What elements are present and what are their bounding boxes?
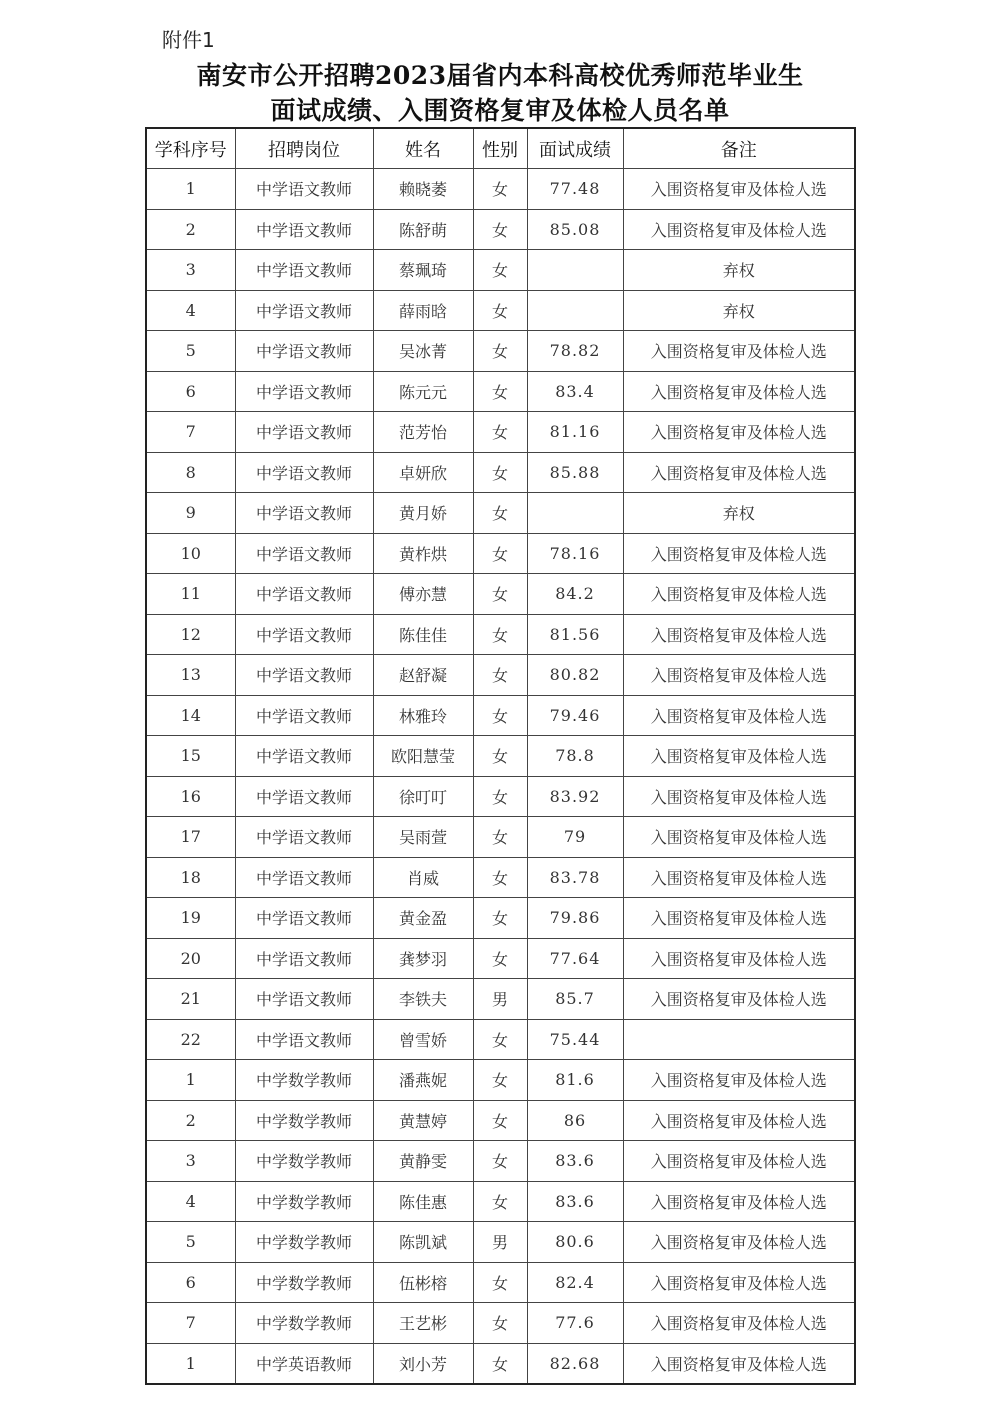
cell-post: 中学数学教师 [235,1100,373,1141]
cell-score: 81.16 [527,412,623,453]
attachment-label: 附件1 [162,28,215,52]
cell-name: 赵舒凝 [373,655,473,696]
table-row [146,574,855,615]
cell-score: 85.88 [527,452,623,493]
cell-subject-no: 14 [146,695,235,736]
table-row [146,169,855,210]
cell-gender: 女 [473,776,527,817]
cell-post: 中学语文教师 [235,736,373,777]
cell-subject-no: 1 [146,169,235,210]
cell-score [527,250,623,291]
cell-gender: 女 [473,371,527,412]
cell-score: 81.56 [527,614,623,655]
cell-post: 中学数学教师 [235,1060,373,1101]
cell-subject-no: 17 [146,817,235,858]
cell-gender: 女 [473,1060,527,1101]
cell-subject-no: 19 [146,898,235,939]
table-row [146,898,855,939]
table-row [146,290,855,331]
cell-post: 中学语文教师 [235,614,373,655]
table-row [146,1019,855,1060]
cell-gender: 女 [473,1019,527,1060]
cell-subject-no: 6 [146,1262,235,1303]
cell-score: 80.6 [527,1222,623,1263]
cell-score: 79.46 [527,695,623,736]
cell-subject-no: 1 [146,1343,235,1384]
table-row [146,493,855,534]
cell-name: 赖晓萎 [373,169,473,210]
cell-subject-no: 10 [146,533,235,574]
header-gender: 性别 [473,128,527,169]
cell-name: 薛雨晗 [373,290,473,331]
cell-post: 中学语文教师 [235,776,373,817]
cell-subject-no: 20 [146,938,235,979]
cell-subject-no: 3 [146,1141,235,1182]
cell-gender: 女 [473,695,527,736]
cell-note: 入围资格复审及体检人选 [623,574,855,615]
table-row [146,695,855,736]
cell-gender: 男 [473,1222,527,1263]
cell-name: 黄慧婷 [373,1100,473,1141]
cell-subject-no: 15 [146,736,235,777]
cell-name: 欧阳慧莹 [373,736,473,777]
cell-name: 龚梦羽 [373,938,473,979]
cell-post: 中学数学教师 [235,1222,373,1263]
cell-gender: 女 [473,898,527,939]
cell-note: 弃权 [623,493,855,534]
table-body [146,169,855,1385]
cell-post: 中学语文教师 [235,898,373,939]
cell-post: 中学语文教师 [235,533,373,574]
cell-name: 吴雨萱 [373,817,473,858]
cell-note: 入围资格复审及体检人选 [623,695,855,736]
cell-name: 刘小芳 [373,1343,473,1384]
table-row [146,452,855,493]
cell-name: 曾雪娇 [373,1019,473,1060]
cell-note: 入围资格复审及体检人选 [623,412,855,453]
cell-subject-no: 4 [146,290,235,331]
table-row [146,1222,855,1263]
table-row [146,209,855,250]
table-row [146,1181,855,1222]
cell-post: 中学数学教师 [235,1262,373,1303]
cell-name: 陈佳佳 [373,614,473,655]
cell-subject-no: 22 [146,1019,235,1060]
cell-score: 85.08 [527,209,623,250]
cell-note: 入围资格复审及体检人选 [623,817,855,858]
cell-note: 入围资格复审及体检人选 [623,938,855,979]
cell-subject-no: 8 [146,452,235,493]
cell-subject-no: 6 [146,371,235,412]
cell-gender: 女 [473,1181,527,1222]
cell-gender: 女 [473,1343,527,1384]
cell-post: 中学数学教师 [235,1181,373,1222]
cell-subject-no: 2 [146,209,235,250]
cell-subject-no: 12 [146,614,235,655]
cell-note: 入围资格复审及体检人选 [623,371,855,412]
cell-gender: 女 [473,493,527,534]
cell-name: 陈舒萌 [373,209,473,250]
cell-post: 中学语文教师 [235,1019,373,1060]
cell-name: 陈元元 [373,371,473,412]
cell-note: 入围资格复审及体检人选 [623,452,855,493]
cell-gender: 女 [473,817,527,858]
cell-gender: 女 [473,250,527,291]
cell-note: 入围资格复审及体检人选 [623,857,855,898]
cell-note: 入围资格复审及体检人选 [623,736,855,777]
table-row [146,533,855,574]
cell-note: 入围资格复审及体检人选 [623,898,855,939]
cell-name: 陈佳惠 [373,1181,473,1222]
page-title-line1: 南安市公开招聘2023届省内本科高校优秀师范毕业生 [196,61,804,90]
cell-note: 入围资格复审及体检人选 [623,979,855,1020]
cell-name: 王艺彬 [373,1303,473,1344]
cell-gender: 女 [473,736,527,777]
cell-name: 黄柞烘 [373,533,473,574]
cell-score: 80.82 [527,655,623,696]
cell-gender: 女 [473,290,527,331]
cell-gender: 女 [473,1100,527,1141]
cell-gender: 女 [473,857,527,898]
cell-post: 中学语文教师 [235,655,373,696]
cell-score: 83.92 [527,776,623,817]
table-row [146,1141,855,1182]
cell-post: 中学语文教师 [235,452,373,493]
table-row [146,655,855,696]
cell-gender: 女 [473,209,527,250]
candidate-table [145,127,856,1385]
cell-post: 中学语文教师 [235,209,373,250]
cell-note: 弃权 [623,290,855,331]
cell-note: 入围资格复审及体检人选 [623,1100,855,1141]
table-row [146,614,855,655]
cell-name: 肖威 [373,857,473,898]
cell-post: 中学语文教师 [235,250,373,291]
cell-post: 中学语文教师 [235,493,373,534]
cell-note: 入围资格复审及体检人选 [623,614,855,655]
cell-subject-no: 13 [146,655,235,696]
cell-subject-no: 11 [146,574,235,615]
cell-score: 84.2 [527,574,623,615]
table-row [146,331,855,372]
cell-post: 中学语文教师 [235,574,373,615]
table-row [146,857,855,898]
cell-subject-no: 9 [146,493,235,534]
cell-subject-no: 2 [146,1100,235,1141]
cell-score: 83.4 [527,371,623,412]
cell-post: 中学语文教师 [235,938,373,979]
cell-score: 82.68 [527,1343,623,1384]
cell-name: 潘燕妮 [373,1060,473,1101]
cell-score: 82.4 [527,1262,623,1303]
cell-note: 入围资格复审及体检人选 [623,1303,855,1344]
cell-name: 黄月娇 [373,493,473,534]
cell-gender: 女 [473,169,527,210]
cell-gender: 女 [473,452,527,493]
cell-note: 入围资格复审及体检人选 [623,1181,855,1222]
cell-subject-no: 5 [146,1222,235,1263]
cell-subject-no: 18 [146,857,235,898]
cell-gender: 女 [473,412,527,453]
header-score: 面试成绩 [527,128,623,169]
cell-score: 75.44 [527,1019,623,1060]
cell-name: 蔡珮琦 [373,250,473,291]
cell-post: 中学语文教师 [235,169,373,210]
cell-name: 林雅玲 [373,695,473,736]
table-row [146,1100,855,1141]
cell-name: 徐叮叮 [373,776,473,817]
cell-subject-no: 3 [146,250,235,291]
cell-note: 入围资格复审及体检人选 [623,1141,855,1182]
cell-subject-no: 1 [146,1060,235,1101]
cell-note: 入围资格复审及体检人选 [623,1262,855,1303]
cell-note: 入围资格复审及体检人选 [623,1222,855,1263]
table-row [146,1343,855,1384]
cell-name: 黄静雯 [373,1141,473,1182]
cell-note: 入围资格复审及体检人选 [623,655,855,696]
cell-gender: 女 [473,938,527,979]
cell-gender: 女 [473,655,527,696]
cell-score: 77.6 [527,1303,623,1344]
cell-score [527,493,623,534]
table-row [146,371,855,412]
table-row [146,979,855,1020]
cell-gender: 女 [473,574,527,615]
table-row [146,250,855,291]
cell-post: 中学语文教师 [235,331,373,372]
cell-score: 78.82 [527,331,623,372]
cell-subject-no: 7 [146,1303,235,1344]
table-row [146,1303,855,1344]
cell-note: 入围资格复审及体检人选 [623,331,855,372]
table-row [146,736,855,777]
cell-note: 入围资格复审及体检人选 [623,1060,855,1101]
cell-post: 中学英语教师 [235,1343,373,1384]
cell-score: 81.6 [527,1060,623,1101]
cell-post: 中学语文教师 [235,857,373,898]
cell-subject-no: 16 [146,776,235,817]
cell-note: 弃权 [623,250,855,291]
cell-note: 入围资格复审及体检人选 [623,169,855,210]
cell-score: 83.6 [527,1181,623,1222]
table-row [146,817,855,858]
cell-gender: 男 [473,979,527,1020]
cell-score: 83.6 [527,1141,623,1182]
cell-post: 中学语文教师 [235,695,373,736]
cell-gender: 女 [473,1303,527,1344]
cell-post: 中学数学教师 [235,1303,373,1344]
cell-gender: 女 [473,1141,527,1182]
cell-post: 中学语文教师 [235,371,373,412]
header-name: 姓名 [373,128,473,169]
cell-subject-no: 7 [146,412,235,453]
cell-score: 78.16 [527,533,623,574]
cell-post: 中学语文教师 [235,412,373,453]
cell-subject-no: 5 [146,331,235,372]
cell-note: 入围资格复审及体检人选 [623,1343,855,1384]
cell-name: 范芳怡 [373,412,473,453]
cell-name: 伍彬榕 [373,1262,473,1303]
page-title-line2: 面试成绩、入围资格复审及体检人员名单 [270,96,730,125]
header-subject-no: 学科序号 [146,128,235,169]
cell-score: 79.86 [527,898,623,939]
cell-gender: 女 [473,614,527,655]
cell-score: 85.7 [527,979,623,1020]
cell-score: 83.78 [527,857,623,898]
cell-name: 卓妍欣 [373,452,473,493]
cell-subject-no: 21 [146,979,235,1020]
cell-name: 傅亦慧 [373,574,473,615]
table-row [146,1262,855,1303]
cell-subject-no: 4 [146,1181,235,1222]
cell-note: 入围资格复审及体检人选 [623,776,855,817]
cell-gender: 女 [473,331,527,372]
table-row [146,1060,855,1101]
cell-gender: 女 [473,533,527,574]
table-row [146,938,855,979]
cell-score: 86 [527,1100,623,1141]
header-note: 备注 [623,128,855,169]
cell-score: 79 [527,817,623,858]
cell-post: 中学语文教师 [235,290,373,331]
cell-note: 入围资格复审及体检人选 [623,533,855,574]
table-row [146,412,855,453]
cell-note: 入围资格复审及体检人选 [623,209,855,250]
cell-note [623,1019,855,1060]
table-header-row [146,128,855,169]
cell-name: 李铁夫 [373,979,473,1020]
cell-score: 77.64 [527,938,623,979]
cell-score [527,290,623,331]
cell-score: 77.48 [527,169,623,210]
cell-post: 中学语文教师 [235,979,373,1020]
cell-post: 中学数学教师 [235,1141,373,1182]
table-row [146,776,855,817]
header-post: 招聘岗位 [235,128,373,169]
cell-name: 吴冰菁 [373,331,473,372]
cell-gender: 女 [473,1262,527,1303]
cell-name: 陈凯斌 [373,1222,473,1263]
cell-post: 中学语文教师 [235,817,373,858]
cell-name: 黄金盈 [373,898,473,939]
cell-score: 78.8 [527,736,623,777]
